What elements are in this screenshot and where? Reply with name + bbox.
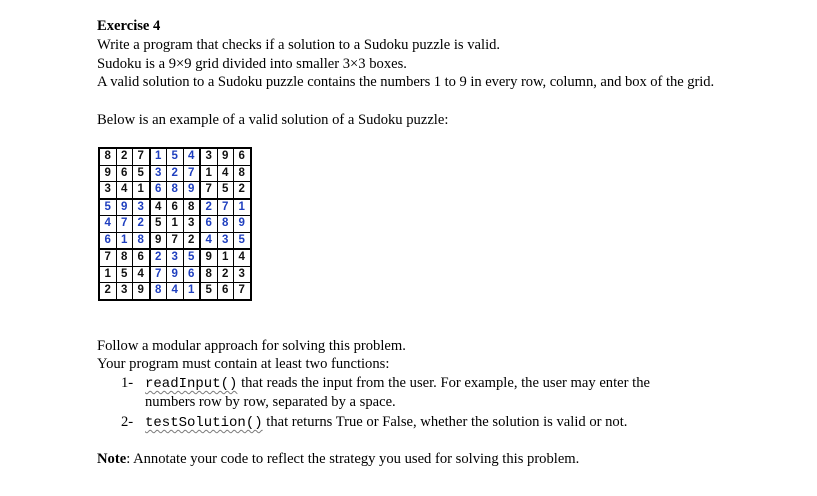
sudoku-cell: 8 (200, 266, 217, 283)
sudoku-cell: 8 (133, 232, 150, 249)
sudoku-row (99, 249, 251, 266)
sudoku-cell: 8 (234, 165, 251, 182)
sudoku-cell: 3 (183, 216, 200, 233)
note-line (97, 450, 579, 468)
sudoku-cell: 6 (150, 182, 167, 199)
sudoku-row (99, 216, 251, 233)
sudoku-row (99, 283, 251, 300)
instruction-line-2: Your program must contain at least two functions: (97, 356, 390, 372)
sudoku-row (99, 266, 251, 283)
sudoku-cell: 1 (217, 249, 234, 266)
sudoku-cell: 1 (234, 199, 251, 216)
sudoku-cell: 9 (167, 266, 184, 283)
sudoku-cell: 7 (116, 216, 133, 233)
list-number-1: 1- (121, 375, 134, 391)
sudoku-cell: 9 (133, 283, 150, 300)
sudoku-cell: 4 (217, 165, 234, 182)
sudoku-cell: 8 (183, 199, 200, 216)
sudoku-cell: 3 (200, 148, 217, 165)
sudoku-cell: 6 (167, 199, 184, 216)
note-label: Note (97, 451, 127, 467)
sudoku-cell: 5 (99, 199, 116, 216)
sudoku-cell: 3 (150, 165, 167, 182)
sudoku-grid (98, 147, 252, 301)
instruction-line-1: Follow a modular approach for solving this problem. (97, 338, 406, 354)
sudoku-cell: 2 (116, 148, 133, 165)
list-item-1 (145, 374, 650, 393)
sudoku-cell: 2 (99, 283, 116, 300)
sudoku-cell: 9 (116, 199, 133, 216)
sudoku-cell: 5 (116, 266, 133, 283)
sudoku-cell: 1 (150, 148, 167, 165)
sudoku-row (99, 165, 251, 182)
sudoku-cell: 5 (150, 216, 167, 233)
sudoku-cell: 1 (183, 283, 200, 300)
sudoku-cell: 4 (150, 199, 167, 216)
sudoku-cell: 7 (183, 165, 200, 182)
sudoku-cell: 5 (217, 182, 234, 199)
sudoku-cell: 8 (99, 148, 116, 165)
sudoku-cell: 3 (116, 283, 133, 300)
sudoku-cell: 1 (200, 165, 217, 182)
sudoku-cell: 1 (167, 216, 184, 233)
sudoku-cell: 3 (99, 182, 116, 199)
sudoku-row (99, 148, 251, 165)
sudoku-cell: 4 (200, 232, 217, 249)
testsolution-code: testSolution() (145, 415, 263, 431)
intro-line-2: Sudoku is a 9×9 grid divided into smaller 3×3 boxes. (97, 56, 407, 72)
sudoku-cell: 2 (150, 249, 167, 266)
sudoku-cell: 6 (183, 266, 200, 283)
intro-line-3: A valid solution to a Sudoku puzzle contains the numbers 1 to 9 in every row, column, and box of the grid. (97, 74, 715, 90)
intro-line-1: Write a program that checks if a solution to a Sudoku puzzle is valid. (97, 37, 501, 53)
sudoku-cell: 3 (167, 249, 184, 266)
sudoku-cell: 9 (99, 165, 116, 182)
sudoku-cell: 6 (133, 249, 150, 266)
sudoku-cell: 5 (183, 249, 200, 266)
sudoku-cell: 8 (217, 216, 234, 233)
sudoku-cell: 7 (99, 249, 116, 266)
sudoku-cell: 1 (99, 266, 116, 283)
sudoku-row (99, 232, 251, 249)
sudoku-cell: 9 (150, 232, 167, 249)
sudoku-cell: 4 (183, 148, 200, 165)
sudoku-cell: 2 (183, 232, 200, 249)
sudoku-cell: 7 (217, 199, 234, 216)
sudoku-cell: 7 (167, 232, 184, 249)
sudoku-cell: 6 (200, 216, 217, 233)
sudoku-cell: 2 (217, 266, 234, 283)
sudoku-cell: 7 (133, 148, 150, 165)
sudoku-cell: 2 (133, 216, 150, 233)
sudoku-cell: 9 (183, 182, 200, 199)
sudoku-cell: 9 (217, 148, 234, 165)
sudoku-cell: 5 (234, 232, 251, 249)
sudoku-cell: 9 (200, 249, 217, 266)
list-item-2 (145, 413, 627, 432)
sudoku-cell: 1 (116, 232, 133, 249)
sudoku-cell: 7 (150, 266, 167, 283)
sudoku-cell: 4 (133, 266, 150, 283)
sudoku-cell: 4 (234, 249, 251, 266)
sudoku-cell: 2 (200, 199, 217, 216)
sudoku-cell: 6 (116, 165, 133, 182)
list-number-2: 2- (121, 414, 134, 430)
sudoku-cell: 7 (200, 182, 217, 199)
sudoku-cell: 5 (200, 283, 217, 300)
note-text: : Annotate your code to reflect the strategy you used for solving this problem. (126, 451, 580, 467)
sudoku-cell: 3 (234, 266, 251, 283)
exercise-title: Exercise 4 (97, 18, 161, 34)
sudoku-cell: 1 (133, 182, 150, 199)
sudoku-cell: 6 (234, 148, 251, 165)
sudoku-cell: 4 (99, 216, 116, 233)
sudoku-cell: 3 (133, 199, 150, 216)
sudoku-cell: 3 (217, 232, 234, 249)
sudoku-row (99, 182, 251, 199)
readinput-code: readInput() (145, 376, 238, 392)
sudoku-cell: 4 (167, 283, 184, 300)
sudoku-cell: 2 (167, 165, 184, 182)
sudoku-cell: 4 (116, 182, 133, 199)
intro-line-4: Below is an example of a valid solution of a Sudoku puzzle: (97, 112, 449, 128)
sudoku-cell: 2 (234, 182, 251, 199)
sudoku-cell: 5 (133, 165, 150, 182)
sudoku-cell: 8 (150, 283, 167, 300)
list-item-2-text: that returns True or False, whether the solution is valid or not. (262, 414, 628, 430)
sudoku-cell: 5 (167, 148, 184, 165)
sudoku-cell: 8 (116, 249, 133, 266)
sudoku-cell: 6 (99, 232, 116, 249)
sudoku-cell: 7 (234, 283, 251, 300)
sudoku-cell: 9 (234, 216, 251, 233)
sudoku-row (99, 199, 251, 216)
sudoku-cell: 6 (217, 283, 234, 300)
sudoku-cell: 8 (167, 182, 184, 199)
list-item-1-text: that reads the input from the user. For example, the user may enter the (237, 375, 650, 391)
list-item-1-continuation: numbers row by row, separated by a space. (145, 394, 396, 410)
